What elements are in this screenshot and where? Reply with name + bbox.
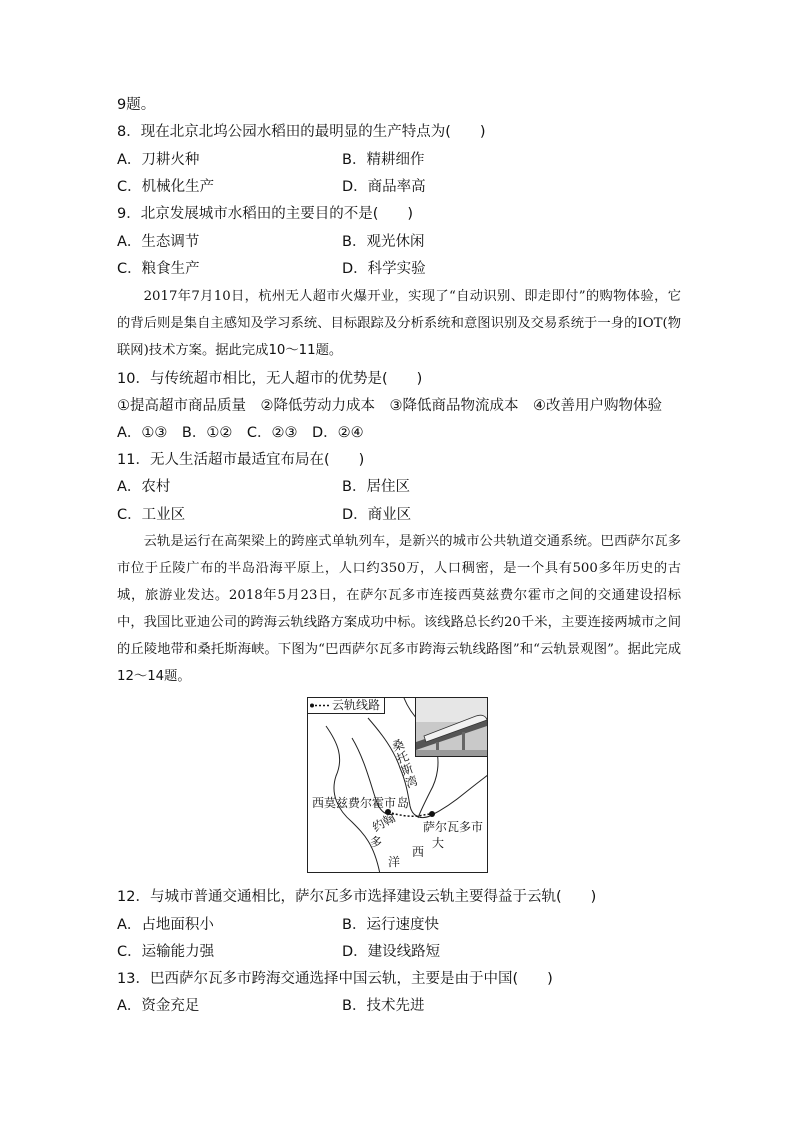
map-label-west-city: 西莫兹费尔霍市	[312, 796, 397, 810]
map-label-east-city: 萨尔瓦多市	[423, 820, 484, 834]
question-8-stem: 8．现在北京北坞公园水稻田的最明显的生产特点为( )	[117, 124, 486, 140]
q11-option-d: D．商业区	[342, 507, 412, 523]
monorail-photo-graphic	[416, 698, 487, 756]
q11-option-a: A．农村	[117, 479, 171, 495]
q9-option-c: C．粮食生产	[117, 261, 200, 277]
map-label-bay-2: 多	[370, 835, 383, 849]
q13-option-b: B．技术先进	[342, 998, 425, 1014]
question-10-stem: 10．与传统超市相比，无人超市的优势是( )	[117, 371, 423, 387]
map-legend	[308, 698, 385, 714]
q8-option-c: C．机械化生产	[117, 179, 215, 195]
q8-option-a: A．刀耕火种	[117, 152, 200, 168]
monorail-route-map	[307, 697, 488, 873]
q10-options: A．①③ B．①② C．②③ D．②④	[117, 425, 364, 441]
q12-option-c: C．运输能力强	[117, 944, 215, 960]
q12-option-a: A．占地面积小	[117, 917, 214, 933]
q8-option-b: B．精耕细作	[342, 152, 425, 168]
q11-option-b: B．居住区	[342, 479, 410, 495]
q9-option-d: D．科学实验	[342, 261, 426, 277]
map-label-santos-bay: 桑托斯湾	[390, 736, 420, 791]
question-12-stem: 12．与城市普通交通相比，萨尔瓦多市选择建设云轨主要得益于云轨( )	[117, 889, 597, 905]
q9-option-b: B．观光休闲	[342, 234, 425, 250]
q13-option-a: A．资金充足	[117, 998, 200, 1014]
q10-items: ①提高超市商品质量 ②降低劳动力成本 ③降低商品物流成本 ④改善用户购物体验	[117, 398, 662, 414]
question-13-stem: 13．巴西萨尔瓦多市跨海交通选择中国云轨，主要是由于中国( )	[117, 971, 553, 987]
q11-option-c: C．工业区	[117, 507, 186, 523]
map-label-bay: 约翰	[369, 810, 398, 835]
q12-option-b: B．运行速度快	[342, 917, 439, 933]
q12-option-d: D．建设线路短	[342, 944, 441, 960]
legend-label: 云轨线路	[332, 698, 381, 712]
q9-option-a: A．生态调节	[117, 234, 200, 250]
map-label-ocean-2: 西	[412, 845, 425, 859]
map-label-ocean-1: 大	[432, 836, 445, 850]
legend-line-symbol	[310, 698, 332, 713]
passage-monorail: 云轨是运行在高架梁上的跨座式单轨列车，是新兴的城市公共轨道交通系统。巴西萨尔瓦多市位于丘陵广布的半岛沿海平原上，人口约350万，人口稠密，是一个具有500多年历史的古城，旅游业发达。2018年5月23日，在萨尔瓦多市连接西莫兹费尔霍市之间的交通建设招标中，我国比亚迪公司的跨海云轨线路方案成功中标。该线路总长约20千米，主要连接两城市之间的丘陵地带和桑托斯海峡。下图为“巴西萨尔瓦多市跨海云轨线路图”和“云轨景观图”。据此完成12～14题。	[117, 534, 681, 684]
page-fragment-text: 9题。	[117, 97, 156, 113]
question-9-stem: 9．北京发展城市水稻田的主要目的不是( )	[117, 206, 414, 222]
route-end-east	[429, 811, 435, 817]
passage-unmanned-supermarket: 2017年7月10日，杭州无人超市火爆开业，实现了“自动识别、即走即付”的购物体验，它的背后则是集自主感知及学习系统、目标跟踪及分析系统和意图识别及交易系统于一身的IOT(物联网)技术方案。据此完成10～11题。	[117, 289, 681, 358]
map-label-island: 岛	[397, 796, 410, 810]
question-11-stem: 11．无人生活超市最适宜布局在( )	[117, 452, 365, 468]
map-label-ocean-3: 洋	[388, 855, 401, 869]
monorail-landscape-photo	[415, 698, 487, 757]
q8-option-d: D．商品率高	[342, 179, 426, 195]
